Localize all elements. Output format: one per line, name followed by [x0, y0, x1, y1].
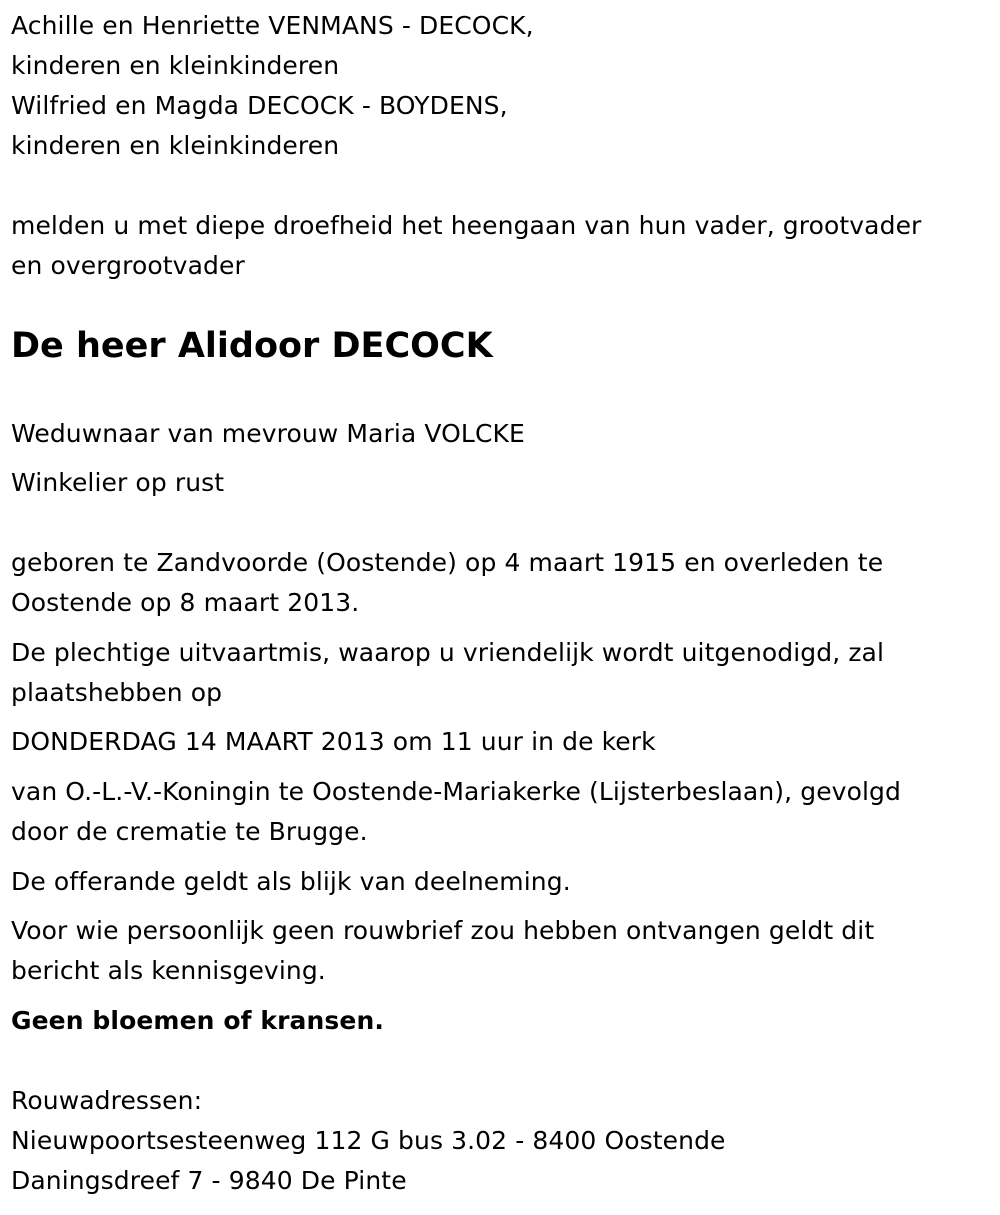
announcement-line-1: melden u met diepe droefheid het heengaan van hun vader, grootvader — [11, 211, 922, 240]
deceased-name: De heer Alidoor DECOCK — [11, 326, 493, 366]
church-line-2: door de crematie te Brugge. — [11, 817, 368, 846]
no-flowers-line: Geen bloemen of kransen. — [11, 1006, 384, 1035]
funeral-line-2: plaatshebben op — [11, 678, 223, 707]
church-line-1: van O.-L.-V.-Koningin te Oostende-Mariakerke (Lijsterbeslaan), gevolgd — [11, 777, 901, 806]
addresses-title: Rouwadressen: — [11, 1086, 203, 1115]
funeral-line-1: De plechtige uitvaartmis, waarop u vriendelijk wordt uitgenodigd, zal — [11, 638, 885, 667]
family-line-2: kinderen en kleinkinderen — [11, 51, 340, 80]
birth-death-line-1: geboren te Zandvoorde (Oostende) op 4 maart 1915 en overleden te — [11, 548, 884, 577]
family-line-1: Achille en Henriette VENMANS - DECOCK, — [11, 11, 534, 40]
widower-line: Weduwnaar van mevrouw Maria VOLCKE — [11, 419, 525, 448]
notice-line-2: bericht als kennisgeving. — [11, 956, 326, 985]
birth-death-line-2: Oostende op 8 maart 2013. — [11, 588, 360, 617]
offering-line: De offerande geldt als blijk van deelneming. — [11, 867, 571, 896]
funeral-date-line: DONDERDAG 14 MAART 2013 om 11 uur in de kerk — [11, 727, 656, 756]
family-line-4: kinderen en kleinkinderen — [11, 131, 340, 160]
family-line-3: Wilfried en Magda DECOCK - BOYDENS, — [11, 91, 508, 120]
announcement-line-2: en overgrootvader — [11, 251, 245, 280]
notice-line-1: Voor wie persoonlijk geen rouwbrief zou hebben ontvangen geldt dit — [11, 916, 875, 945]
address-1: Nieuwpoortsesteenweg 112 G bus 3.02 - 8400 Oostende — [11, 1126, 726, 1155]
address-2: Daningsdreef 7 - 9840 De Pinte — [11, 1166, 407, 1195]
occupation-line: Winkelier op rust — [11, 468, 225, 497]
